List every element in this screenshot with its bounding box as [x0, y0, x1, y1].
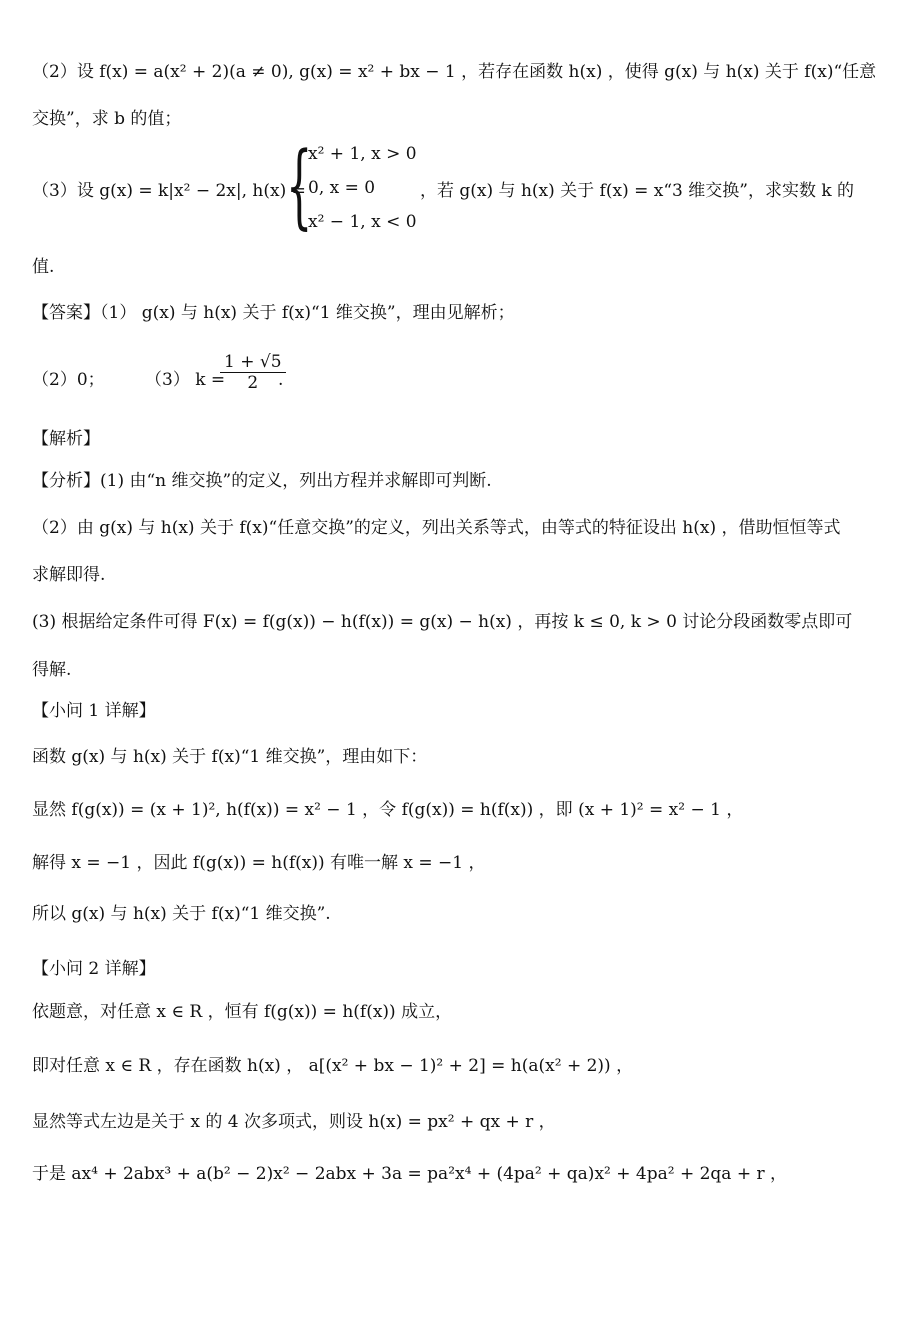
- q3-piecewise: [286, 132, 436, 246]
- answer-line-1: 【答案】（1） g(x) 与 h(x) 关于 f(x)“1 维交换”，理由见解析；: [32, 303, 515, 323]
- piece-3: x² − 1, x < 0: [308, 212, 417, 232]
- sub2-line-3: 显然等式左边是关于 x 的 4 次多项式，则设 h(x) = px² + qx + r ，: [32, 1112, 556, 1132]
- answer-fraction-end: .: [278, 370, 284, 390]
- sub1-line-4: 所以 g(x) 与 h(x) 关于 f(x)“1 维交换”.: [32, 904, 331, 924]
- sub2-line-1: 依题意，对任意 x ∈ R ，恒有 f(g(x)) = h(f(x)) 成立，: [32, 1002, 453, 1022]
- fenxi-3b: 得解.: [32, 660, 72, 680]
- q2-line-2: 交换”，求 b 的值；: [32, 109, 182, 129]
- answer-line-2-a: （2）0；: [32, 370, 105, 390]
- fraction-denominator: 2: [247, 373, 259, 393]
- fraction-numerator: 1 + √5: [220, 352, 286, 373]
- q2-line-1: （2）设 f(x) = a(x² + 2)(a ≠ 0), g(x) = x² + bx − 1 ，若存在函数 h(x) ，使得 g(x) 与 h(x) 关于 f(x)“任意: [32, 62, 877, 82]
- sub2-line-2: 即对任意 x ∈ R ，存在函数 h(x) ， a[(x² + bx − 1)² + 2] = h(a(x² + 2)) ，: [32, 1056, 634, 1076]
- jiexi-heading: 【解析】: [32, 429, 100, 449]
- sub1-line-3: 解得 x = −1 ，因此 f(g(x)) = h(f(x)) 有唯一解 x = −1 ，: [32, 853, 486, 873]
- fenxi-1: 【分析】(1) 由“n 维交换”的定义，列出方程并求解即可判断.: [32, 471, 492, 491]
- answer-line-2-b: （3） k =: [145, 370, 226, 390]
- sub2-title: 【小问 2 详解】: [32, 959, 156, 979]
- q3-line-2: 值.: [32, 257, 55, 277]
- answer-fraction: [220, 352, 286, 393]
- q3-suffix: ，若 g(x) 与 h(x) 关于 f(x) = x“3 维交换”，求实数 k 的: [420, 181, 855, 201]
- fenxi-2a: （2）由 g(x) 与 h(x) 关于 f(x)“任意交换”的定义，列出关系等式，由等式的特征设出 h(x) ，借助恒恒等式: [32, 518, 841, 538]
- piece-2: 0, x = 0: [308, 178, 376, 198]
- q3-prefix: （3）设 g(x) = k|x² − 2x|, h(x) =: [32, 181, 306, 201]
- sub1-title: 【小问 1 详解】: [32, 701, 156, 721]
- piece-1: x² + 1, x > 0: [308, 144, 417, 164]
- fenxi-2b: 求解即得.: [32, 565, 106, 585]
- sub1-line-1: 函数 g(x) 与 h(x) 关于 f(x)“1 维交换”，理由如下：: [32, 747, 428, 767]
- sub1-line-2: 显然 f(g(x)) = (x + 1)², h(f(x)) = x² − 1 ，令 f(g(x)) = h(f(x)) ，即 (x + 1)² = x² − 1 ，: [32, 800, 744, 820]
- sub2-line-4: 于是 ax⁴ + 2abx³ + a(b² − 2)x² − 2abx + 3a = pa²x⁴ + (4pa² + qa)x² + 4pa² + 2qa + r ，: [32, 1164, 788, 1184]
- left-brace: {: [286, 132, 313, 239]
- fenxi-3a: (3) 根据给定条件可得 F(x) = f(g(x)) − h(f(x)) = g(x) − h(x) ，再按 k ≤ 0, k > 0 讨论分段函数零点即可: [32, 612, 853, 632]
